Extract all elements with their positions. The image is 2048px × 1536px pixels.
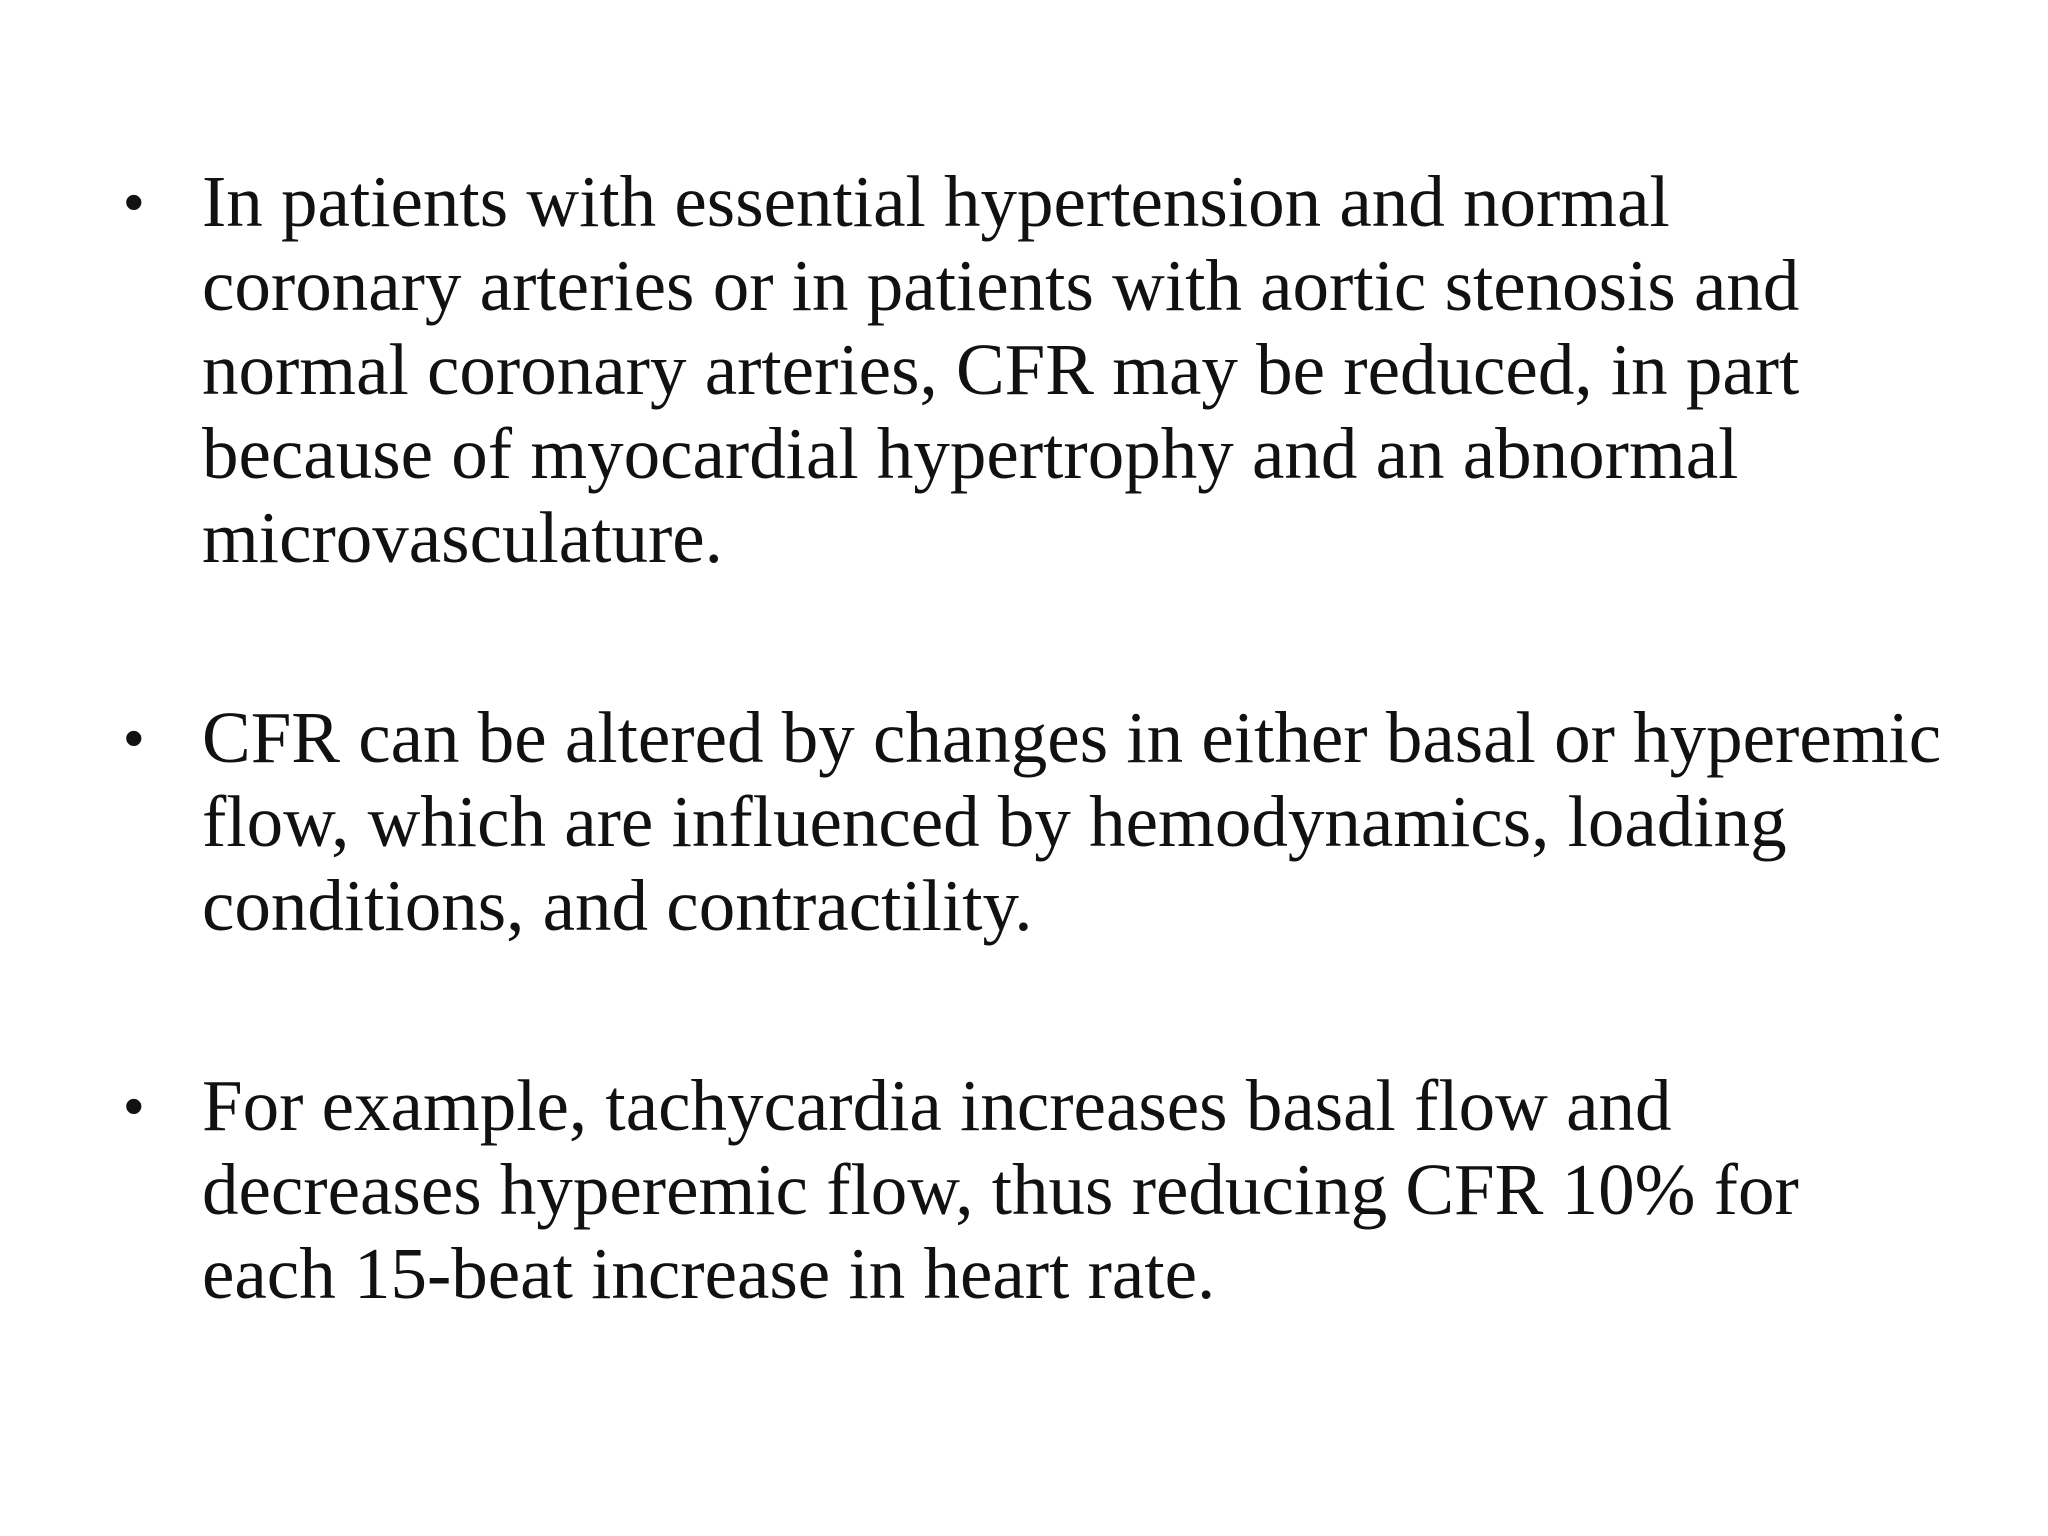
- bullet-list: [124, 160, 1944, 1316]
- bullet-item-1: [124, 160, 1944, 580]
- bullet-item-3: [124, 1064, 1944, 1316]
- bullet-icon: •: [124, 706, 144, 769]
- bullet-icon: •: [124, 170, 144, 233]
- bullet-text: CFR can be altered by changes in either basal or hyperemic flow, which are influenced by hemodynamics, loading conditions, and contractility.: [202, 697, 1942, 946]
- bullet-icon: •: [124, 1074, 144, 1137]
- bullet-text: In patients with essential hypertension and normal coronary arteries or in patients with aortic stenosis and normal coronary arteries, CFR may be reduced, in part because of myocardial hypertrophy and an abnormal microvasculature.: [202, 161, 1800, 578]
- bullet-text: For example, tachycardia increases basal flow and decreases hyperemic flow, thus reducing CFR 10% for each 15-beat increase in heart rate.: [202, 1065, 1799, 1314]
- bullet-item-2: [124, 696, 1944, 948]
